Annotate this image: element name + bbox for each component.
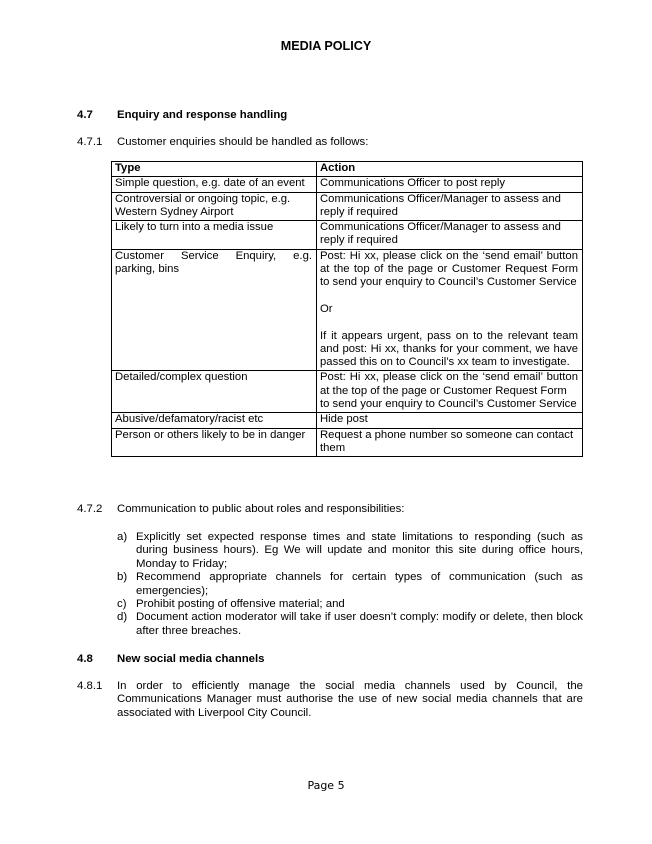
- type-cell: Controversial or ongoing topic, e.g. Western Sydney Airport: [112, 192, 317, 221]
- action-paragraph: Post: Hi xx, please click on the ‘send email’ button at the top of the page or Customer Request Form: [320, 371, 578, 397]
- type-cell: Detailed/complex question: [112, 371, 317, 413]
- type-cell: Likely to turn into a media issue: [112, 221, 317, 250]
- action-paragraph: If it appears urgent, pass on to the relevant team and post: Hi xx, thanks for your comment, we have passed this on to Council’s xx team to investigate.: [320, 329, 578, 369]
- list-item-text: Recommend appropriate channels for certain types of communication (such as emergencies);: [136, 571, 583, 597]
- list-marker: a): [117, 531, 128, 543]
- action-cell: Communications Officer/Manager to assess and reply if required: [317, 192, 583, 221]
- column-header-type: Type: [112, 162, 317, 177]
- clause-number-4-7-2: 4.7.2: [77, 503, 103, 515]
- type-cell: Simple question, e.g. date of an event: [112, 177, 317, 192]
- action-paragraph: Or: [320, 302, 333, 315]
- table-row: [112, 428, 583, 457]
- list-item: [117, 531, 583, 571]
- table-row: [112, 249, 583, 371]
- table-row: [112, 413, 583, 428]
- list-item-text: Explicitly set expected response times and state limitations to responding (such as during business hours). Eg We will update and monitor this site during office hours, Monday to Friday;: [136, 531, 583, 570]
- page-number: Page 5: [307, 779, 345, 792]
- action-cell: Hide post: [317, 413, 583, 428]
- column-header-action: Action: [317, 162, 583, 177]
- list-item-text: Document action moderator will take if user doesn’t comply: modify or delete, then block after three breaches.: [136, 611, 583, 637]
- action-cell: Request a phone number so someone can contact them: [317, 428, 583, 457]
- clause-text-4-7-1: Customer enquiries should be handled as follows:: [117, 136, 369, 148]
- type-cell: Customer Service Enquiry, e.g. parking, bins: [112, 249, 317, 371]
- list-item: [117, 598, 583, 611]
- enquiry-handling-table: [111, 161, 583, 457]
- list-item: [117, 571, 583, 598]
- list-marker: d): [117, 611, 128, 624]
- table-row: [112, 371, 583, 413]
- action-cell: [317, 371, 583, 413]
- responsibilities-list: [117, 531, 583, 638]
- list-marker: c): [117, 598, 127, 611]
- table-row: [112, 177, 583, 192]
- action-paragraph: Post: Hi xx, please click on the ‘send email’ button at the top of the page or Customer Request Form to send your enquiry to Council’s Customer Service: [320, 249, 578, 289]
- type-cell: Person or others likely to be in danger: [112, 428, 317, 457]
- clause-number-4-8-1: 4.8.1: [77, 680, 103, 692]
- list-item-text: Prohibit posting of offensive material; and: [136, 598, 345, 611]
- page-title: MEDIA POLICY: [280, 39, 372, 53]
- type-cell: Abusive/defamatory/racist etc: [112, 413, 317, 428]
- list-item: [117, 611, 583, 638]
- clause-number-4-7-1: 4.7.1: [77, 136, 103, 148]
- action-cell: Communications Officer to post reply: [317, 177, 583, 192]
- table-header-row: [112, 162, 583, 177]
- table-row: [112, 192, 583, 221]
- action-cell: Communications Officer/Manager to assess and reply if required: [317, 221, 583, 250]
- section-heading-4-7: Enquiry and response handling: [117, 109, 288, 121]
- section-number-4-7: 4.7: [77, 109, 93, 121]
- list-marker: b): [117, 571, 128, 584]
- action-paragraph: to send your enquiry to Council’s Customer Service: [320, 398, 577, 411]
- clause-text-4-8-1: In order to efficiently manage the social media channels used by Council, the Communications Manager must authorise the use of new social media channels that are associated with Liverpool City Council.: [117, 680, 583, 719]
- clause-text-4-7-2: Communication to public about roles and responsibilities:: [117, 503, 405, 515]
- table-row: [112, 221, 583, 250]
- section-number-4-8: 4.8: [77, 653, 93, 665]
- action-cell: [317, 249, 583, 371]
- section-heading-4-8: New social media channels: [117, 653, 265, 665]
